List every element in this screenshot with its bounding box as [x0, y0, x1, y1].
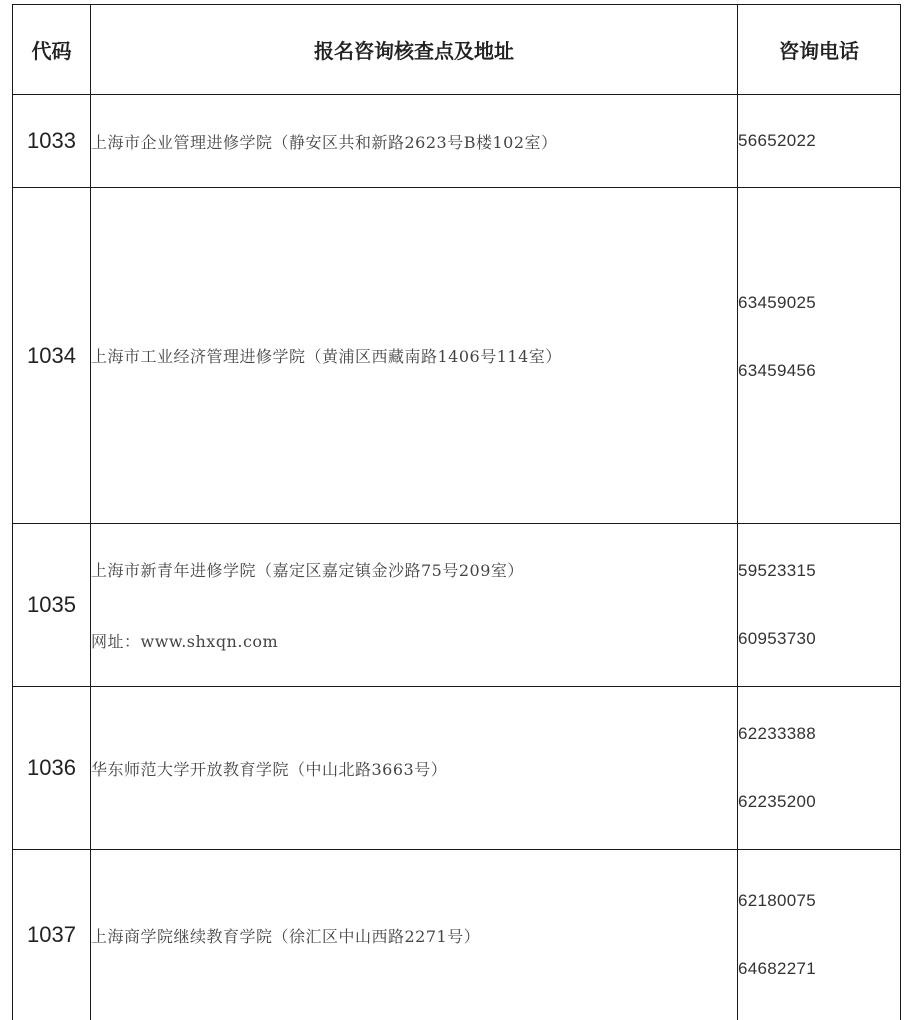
row-phone: 63459456 [738, 361, 900, 381]
consultation-table [12, 4, 901, 1020]
row-phone: 56652022 [738, 131, 900, 151]
header-code: 代码 [13, 5, 91, 95]
row-phone-cell [738, 687, 901, 850]
row-phone-cell [738, 95, 901, 188]
row-phone-cell [738, 850, 901, 1020]
row-phone: 62180075 [738, 891, 900, 911]
row-address-cell [91, 188, 738, 524]
row-address-cell [91, 687, 738, 850]
row-code: 1035 [13, 524, 91, 687]
row-website: 网址：www.shxqn.com [91, 629, 737, 652]
header-phone: 咨询电话 [738, 5, 901, 95]
row-address: 上海商学院继续教育学院（徐汇区中山西路2271号） [91, 924, 737, 947]
row-phone-cell [738, 524, 901, 687]
row-code: 1037 [13, 850, 91, 1020]
spacer [738, 744, 900, 792]
row-phone: 62233388 [738, 724, 900, 744]
table-row [13, 95, 901, 188]
row-address-cell [91, 524, 738, 687]
spacer [738, 911, 900, 959]
spacer [91, 581, 737, 629]
spacer [738, 581, 900, 629]
row-code: 1033 [13, 95, 91, 188]
row-address-cell [91, 850, 738, 1020]
row-phone-cell [738, 188, 901, 524]
row-address: 上海市企业管理进修学院（静安区共和新路2623号B楼102室） [91, 130, 737, 153]
row-phone: 63459025 [738, 293, 900, 313]
row-phone: 64682271 [738, 959, 900, 979]
row-phone: 62235200 [738, 792, 900, 812]
spacer [738, 313, 900, 361]
table-row [13, 850, 901, 1020]
header-location: 报名咨询核查点及地址 [91, 5, 738, 95]
header-row [13, 5, 901, 95]
row-code: 1036 [13, 687, 91, 850]
row-address: 华东师范大学开放教育学院（中山北路3663号） [91, 757, 737, 780]
table-row [13, 524, 901, 687]
row-code: 1034 [13, 188, 91, 524]
table-row [13, 188, 901, 524]
row-address: 上海市工业经济管理进修学院（黄浦区西藏南路1406号114室） [91, 344, 737, 367]
table-row [13, 687, 901, 850]
row-address-cell [91, 95, 738, 188]
row-address: 上海市新青年进修学院（嘉定区嘉定镇金沙路75号209室） [91, 558, 737, 581]
row-phone: 60953730 [738, 629, 900, 649]
row-phone: 59523315 [738, 561, 900, 581]
